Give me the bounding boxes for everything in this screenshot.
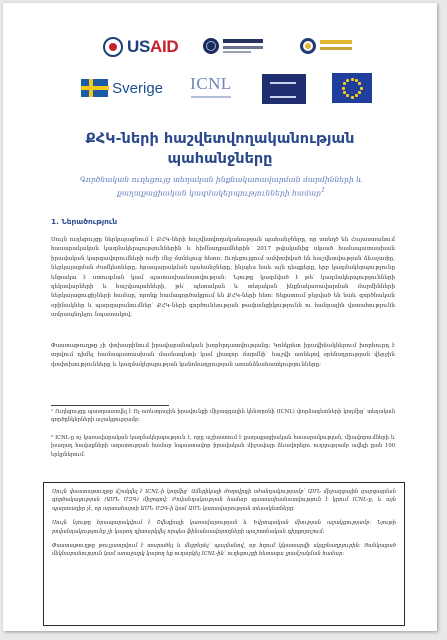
partner-navy-logo (262, 74, 306, 104)
ring-icon (300, 38, 316, 54)
usaid-seal-icon (103, 37, 123, 57)
disclaimer-paragraph-3: Փաստաթուղթը թույլատրվում է տարածել և մեջբերել՝ պայմանով, որ հղում կկատարվի սկզբնաղբյուրին: Ցանկացած մեկնաբանություն կամ առաջարկ կարող եք ուղարկել ICNL-ին՝ ուղեցույցի հետագա լրամշակման համար: (52, 543, 396, 558)
eu-star-icon (343, 91, 346, 94)
eu-star-icon (360, 87, 363, 90)
eu-star-icon (346, 79, 349, 82)
eu-star-icon (351, 78, 354, 81)
eu-star-icon (346, 94, 349, 97)
document-page (3, 3, 437, 631)
intro-paragraph-1: Սույն ուղեցույցը ներկայացնում է ՔՀԿ-ների հաշվետվողականության պահանջները, որ ստեղծ են Հայաստանում հասարակական կազմակերպություններին և հիմնադրամներին՝ 2017 թվականից սկսած համապատասխան իրավական կարգավորումների ուժի մեջ մտնելուց հետո: Ուղեցույցում ամփոփված են հաշվետվության ձևաչափը, ներկայացման ժամկետները, հրապարակման պահանջները, ինչպես նաև այն դեպքերը, երբ կազմակերպությունը ենթակա է ստուգման կամ պատասխանատվության: Նյութը կազմված է թե՛ կազմակերպությունների ղեկավարների և հաշվապահների, թե՛ պետական և տեղական ինքնակառավարման մարմինների ներկայացուցիչների համար, որոնք համագործակցում են ՔՀԿ-ների հետ: Տեքստում բերված են նաև գործնական օրինակներ և պարզաբանումներ՝ ՔՀԿ-ների գործունեության թափանցիկությունն ու հանրային վստահությունն ամրապնդելու նպատակով: (51, 237, 395, 319)
footnote-2: ² ICNL-ը ոչ կառավարական կազմակերպություն է, որը աշխատում է քաղաքացիական հասարակության, միավորումների և խաղաղ հավաքների ազատության համար նպաստավոր իրավական միջավայր ձևավորելու ուղղությամբ ավելի քան 100 երկրներում: (51, 435, 395, 458)
eu-flag-logo (332, 73, 372, 103)
eu-star-icon (343, 82, 346, 85)
eu-star-icon (358, 82, 361, 85)
intro-paragraph-2: Փաստաթուղթը չի փոխարինում իրավաբանական խորհրդատվությանը: Կոնկրետ իրավիճակներում խորհուրդ է տրվում դիմել համապատասխան մասնագետի կամ լիազոր մարմնի՝ հաշվի առնելով օրենսդրության վերջին փոփոխությունները և կազմակերպության կանոնադրության առանձնահատկությունները: (51, 343, 395, 368)
title-line-2: պահանջները (167, 151, 273, 167)
usaid-logo: USAID (103, 34, 183, 60)
footnote-1: ¹ Ուղեցույցը պատրաստվել է Ոչ առևտրային իրավունքի միջազգային կենտրոնի (ICNL) փորձագետների կողմից՝ տեղական գործընկերների աջակցությամբ: (51, 409, 395, 424)
eu-star-icon (342, 87, 345, 90)
title-line-1: ՔՀԿ-ների հաշվետվողականության (85, 131, 355, 147)
disclaimer-paragraph-1: Սույն փաստաթուղթը մշակվել է ICNL-ի կողմից՝ Ամերիկայի ժողովրդի օժանդակությամբ՝ ԱՄՆ միջազգային զարգացման գործակալության (ԱՄՆ ՄԶԳ) միջոցով: Բովանդակության համար պատասխանատվություն է կրում ICNL-ը, և այն պարտադիր չէ, որ արտահայտի ԱՄՆ ՄԶԳ-ի կամ ԱՄՆ կառավարության տեսակետները: (52, 489, 396, 512)
partner-mark-icon (270, 82, 296, 98)
disclaimer-box (43, 482, 405, 626)
globe-icon (203, 38, 219, 54)
sweden-flag-logo: Sverige (81, 76, 163, 100)
eu-star-icon (351, 96, 354, 99)
footnote-marker: 1 (321, 187, 326, 194)
document-subtitle: Գործնական ուղեցույց տեղական ինքնակառավարման մարմինների և քաղաքացիական կազմակերպությունների համար$^1$ (79, 175, 363, 198)
transparency-international-logo (203, 36, 263, 58)
disclaimer-paragraph-2: Սույն նյութը հրապարակվում է Շվեդիայի կառավարության և Եվրոպական միության աջակցությամբ: Նյութի բովանդակությունը չի կարող դիտարկվել որպես ֆինանսավորողների պաշտոնական դիրքորոշում: (52, 520, 396, 535)
iwf-logo (300, 36, 356, 58)
icnl-logo: ICNL (189, 75, 233, 103)
footnote-divider (51, 405, 169, 406)
eu-star-icon (358, 91, 361, 94)
section-heading: 1. Ներածություն (51, 217, 118, 226)
eu-star-icon (355, 94, 358, 97)
document-title (3, 129, 437, 169)
sweden-flag-icon (81, 79, 108, 97)
